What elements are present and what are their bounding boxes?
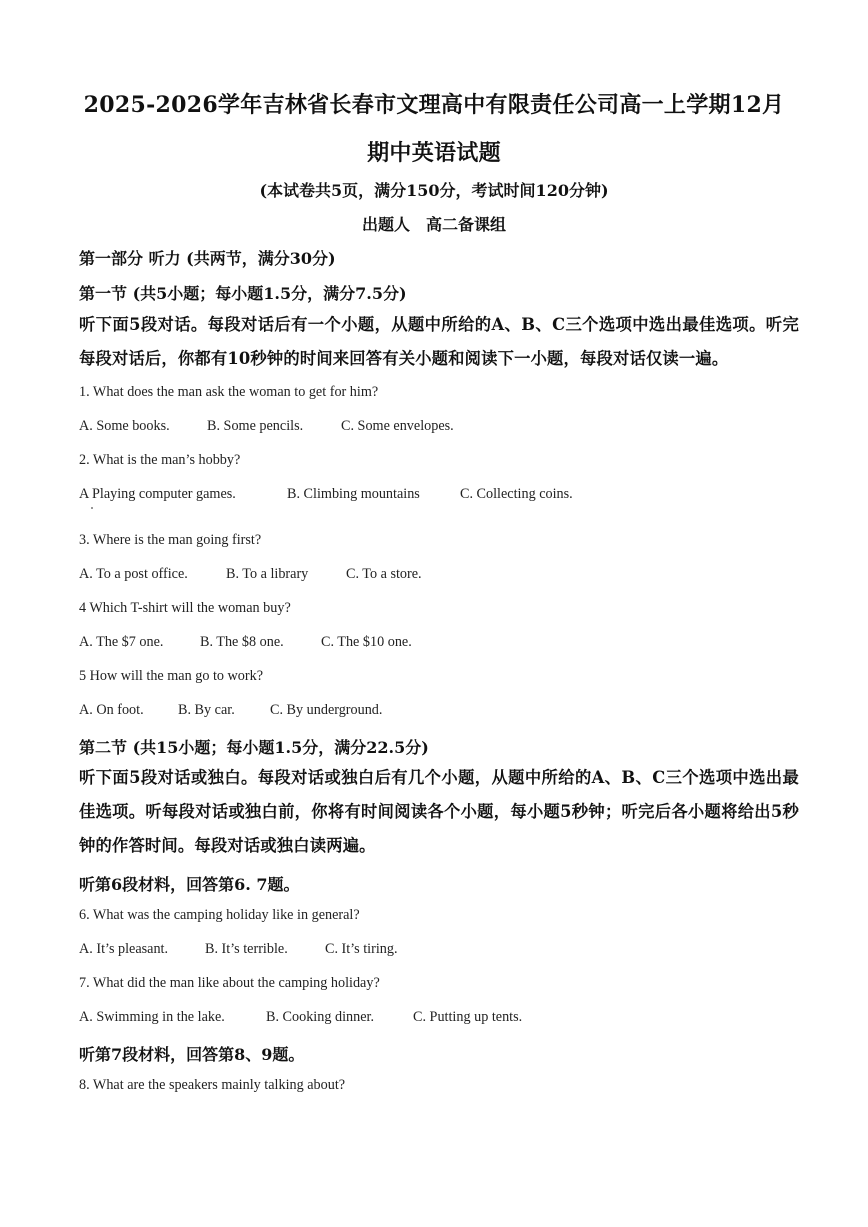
exam-info: (本试卷共5页，满分150分，考试时间120分钟) [259,181,609,200]
question-7-stem: 7. What did the man like about the camping holiday? [79,975,380,991]
scan-speck [91,507,93,509]
section1-instructions: 听下面5段对话。每段对话后有一个小题，从题中所给的A、B、C三个选项中选出最佳选项。听完每段对话后，你都有10秒钟的时间来回答有关小题和阅读下一小题，每段对话仅读一遍。 [79,315,799,368]
question-3-option-a: A. To a post office. [79,566,188,582]
question-6-option-a: A. It’s pleasant. [79,941,169,957]
material-6-heading: 听第6段材料，回答第6. 7题。 [79,875,300,894]
question-7-option-b: B. Cooking dinner. [266,1009,374,1025]
question-2-option-a: A Playing computer games. [79,486,236,502]
question-4-option-b: B. The $8 one. [200,634,284,650]
material-7-heading: 听第7段材料，回答第8、9题。 [79,1045,305,1064]
section2-instructions: 听下面5段对话或独白。每段对话或独白后有几个小题，从题中所给的A、B、C三个选项中选出最佳选项。听每段对话或独白前，你将有时间阅读各个小题，每小题5秒钟；听完后各小题将给出5秒钟的作答时间。每段对话或独白读两遍。 [79,768,799,855]
question-7-option-c: C. Putting up tents. [413,1009,523,1025]
question-7-option-a: A. Swimming in the lake. [79,1009,225,1025]
question-3-option-b: B. To a library [226,566,309,582]
section2-heading: 第二节 (共15小题；每小题1.5分，满分22.5分) [79,738,429,757]
question-6-option-c: C. It’s tiring. [325,941,398,957]
question-1-stem: 1. What does the man ask the woman to get for him? [79,384,379,400]
question-6-stem: 6. What was the camping holiday like in general? [79,907,360,923]
question-2-option-b: B. Climbing mountains [287,486,420,502]
question-8-stem: 8. What are the speakers mainly talking about? [79,1077,346,1093]
exam-author: 出题人 高二备课组 [361,215,506,234]
question-5-option-c: C. By underground. [270,702,383,718]
document-title-line-2: 期中英语试题 [367,140,501,166]
question-5-option-a: A. On foot. [79,702,144,718]
question-3-stem: 3. Where is the man going first? [79,532,262,548]
question-2-stem: 2. What is the man’s hobby? [79,452,241,468]
question-4-option-a: A. The $7 one. [79,634,164,650]
question-4-stem: 4 Which T-shirt will the woman buy? [79,600,291,616]
question-1-option-b: B. Some pencils. [207,418,304,434]
question-1-option-c: C. Some envelopes. [341,418,454,434]
question-5-option-b: B. By car. [178,702,235,718]
question-2-option-c: C. Collecting coins. [460,486,573,502]
question-1-option-a: A. Some books. [79,418,170,434]
document-title-line-1: 2025-2026学年吉林省长春市文理高中有限责任公司高一上学期12月 [83,92,785,118]
part1-heading: 第一部分 听力 (共两节，满分30分) [79,249,336,268]
question-5-stem: 5 How will the man go to work? [79,668,264,684]
section1-heading: 第一节 (共5小题；每小题1.5分，满分7.5分) [79,284,407,303]
question-3-option-c: C. To a store. [346,566,422,582]
question-4-option-c: C. The $10 one. [321,634,412,650]
question-6-option-b: B. It’s terrible. [205,941,288,957]
